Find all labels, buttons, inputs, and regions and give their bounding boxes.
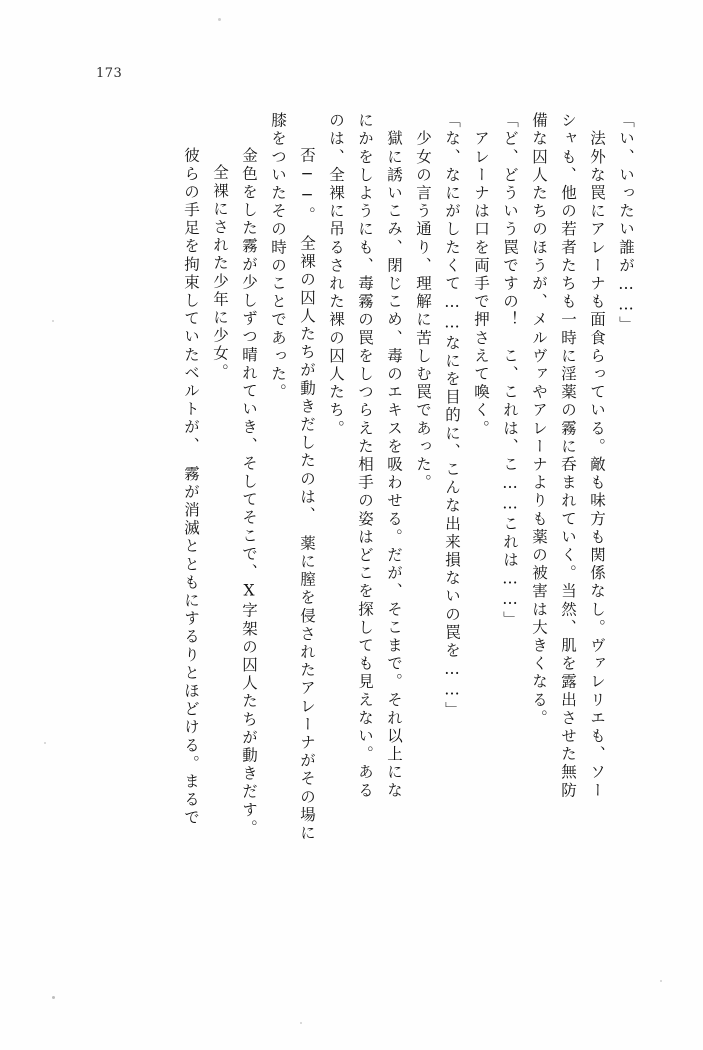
text-column: のは、全裸に吊るされた裸の囚人たち。: [327, 112, 345, 438]
paper-speck: [52, 996, 55, 999]
text-column: 「な、なにがしたくて……なにを目的に、こんな出来損ないの罠を……」: [443, 112, 461, 720]
text-column: 法外な罠にアレーナも面食らっている。敵も味方も関係なし。ヴァレリエも、ソー: [588, 112, 606, 800]
paper-speck: [44, 742, 46, 744]
page-number: 173: [96, 66, 123, 81]
text-column: 膝をついたその時のことであった。: [269, 112, 287, 402]
paper-speck: [52, 320, 54, 322]
text-column: 彼らの手足を拘束していたベルトが、 霧が消滅とともにするりとほどける。まるで: [182, 129, 200, 828]
text-column: 獄に誘いこみ、閉じこめ、毒のエキスを吸わせる。だが、そこまで。それ以上にな: [385, 112, 403, 800]
text-column: シャも、他の若者たちも一時に淫薬の霧に呑まれていく。当然、肌を露出させた無防: [559, 112, 577, 800]
text-column: にかをしようにも、毒霧の罠をしつらえた相手の姿はどこを探しても見えない。ある: [356, 112, 374, 800]
text-column: 否──。 全裸の囚人たちが動きだしたのは、 薬に膣を侵されたアレーナがその場に: [298, 129, 316, 843]
paper-speck: [660, 980, 662, 982]
text-column: アレーナは口を両手で押さえて喚く。: [472, 112, 490, 438]
text-column: 「い、いったい誰が……」: [617, 112, 635, 335]
text-column: 全裸にされた少年に少女。: [211, 146, 229, 382]
text-column: 金色をした霧が少しずつ晴れていき、そしてそこで、X字架の囚人たちが動きだす。: [240, 129, 258, 838]
vertical-text-block: [60, 112, 633, 972]
text-column: 少女の言う通り、理解に苦しむ罠であった。: [414, 112, 432, 493]
text-column: 備な囚人たちのほうが、メルヴァやアレーナよりも薬の被害は大きくなる。: [530, 112, 548, 728]
paper-speck: [300, 1022, 302, 1024]
text-column: 「ど、どういう罠ですの！ こ、これは、こ……これは……」: [501, 112, 519, 629]
paper-speck: [218, 18, 221, 21]
